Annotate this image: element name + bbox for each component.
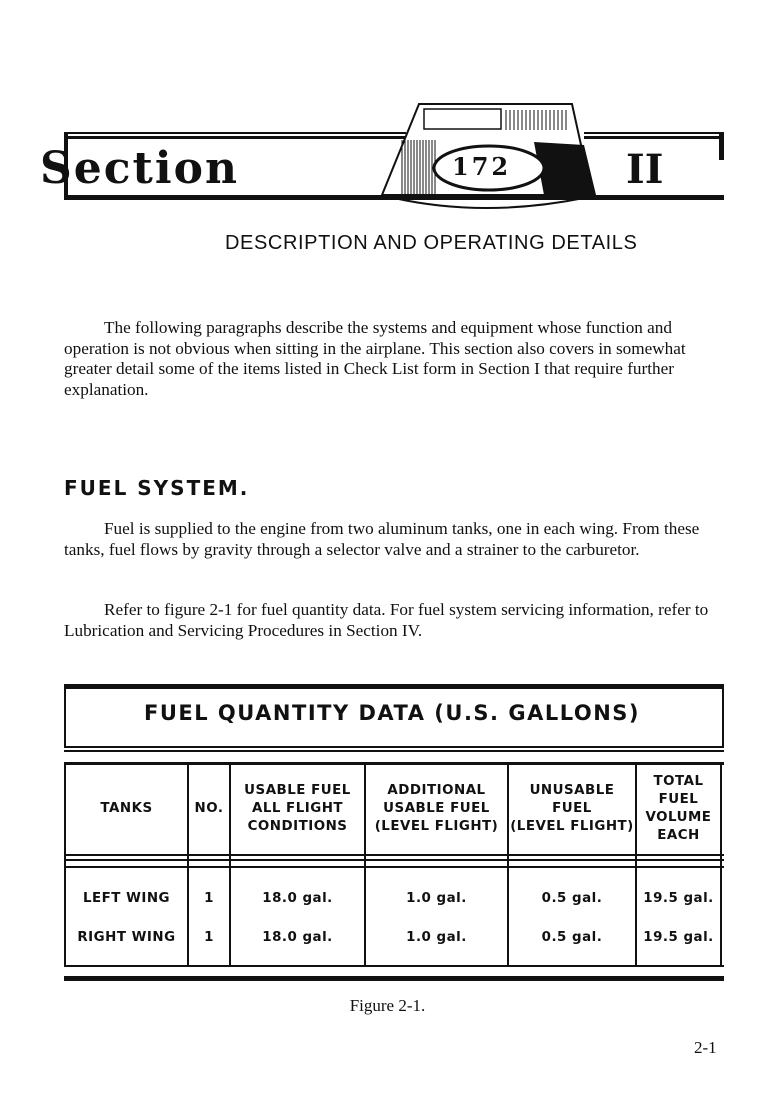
divider xyxy=(64,854,724,856)
table-title: FUEL QUANTITY DATA (U.S. GALLONS) xyxy=(143,701,640,725)
fuel-paragraph-block-1 xyxy=(64,519,729,560)
cell-no: 1 xyxy=(204,891,214,906)
header-usable-line: USABLE FUEL xyxy=(244,783,351,798)
header-usable xyxy=(231,782,364,836)
intro-paragraph-block xyxy=(64,318,729,400)
header-unusable-line: (LEVEL FLIGHT) xyxy=(510,819,634,834)
cell-tank: RIGHT WING xyxy=(77,930,176,945)
cell-usable: 18.0 gal. xyxy=(262,891,333,906)
header-total-line: FUEL xyxy=(658,792,699,807)
cell-tank: LEFT WING xyxy=(82,891,171,906)
header-additional-line: (LEVEL FLIGHT) xyxy=(374,819,499,834)
header-tanks: TANKS xyxy=(100,801,153,816)
header-additional xyxy=(366,782,507,836)
cell-total: 19.5 gal. xyxy=(643,930,714,945)
intro-paragraph: The following paragraphs describe the systems and equipment whose function and operation is not obvious when sitting in the airplane. This section also covers in somewhat greater detail some of the items listed in Check List form in Section I that require further explanation. xyxy=(64,318,686,399)
cell-total: 19.5 gal. xyxy=(643,891,714,906)
cell-usable: 18.0 gal. xyxy=(262,930,333,945)
divider xyxy=(64,746,724,748)
header-usable-line: ALL FLIGHT xyxy=(251,801,344,816)
cell-no: 1 xyxy=(204,930,214,945)
column-divider xyxy=(720,762,722,967)
fuel-paragraph-1: Fuel is supplied to the engine from two aluminum tanks, one in each wing. From these tanks, fuel flows by gravity through a selector valve and a strainer to the carburetor. xyxy=(64,519,700,559)
header-unusable-line: FUEL xyxy=(552,801,592,816)
header-total xyxy=(637,773,720,845)
fuel-paragraph-2: Refer to figure 2-1 for fuel quantity data. For fuel system servicing information, refer to Lubrication and Servicing Procedures in Section IV. xyxy=(64,600,709,640)
section-number: II xyxy=(626,146,664,193)
header-additional-line: USABLE FUEL xyxy=(383,801,490,816)
section-word: Section xyxy=(40,143,239,194)
divider xyxy=(64,762,724,765)
cell-unusable: 0.5 gal. xyxy=(541,930,603,945)
header-total-line: EACH xyxy=(657,828,700,843)
header-unusable-line: UNUSABLE xyxy=(529,783,615,798)
figure-caption: Figure 2-1. xyxy=(349,996,426,1015)
page-number: 2-1 xyxy=(694,1038,717,1057)
header-total-line: VOLUME xyxy=(645,810,712,825)
model-badge-number: 172 xyxy=(452,152,512,181)
divider xyxy=(64,976,724,981)
divider xyxy=(64,859,724,861)
fuel-system-heading: FUEL SYSTEM. xyxy=(64,476,250,500)
header-no: NO. xyxy=(194,801,224,816)
fuel-paragraph-block-2 xyxy=(64,600,729,641)
divider xyxy=(64,866,724,868)
header-total-line: TOTAL xyxy=(653,774,704,789)
page-subtitle: DESCRIPTION AND OPERATING DETAILS xyxy=(225,232,638,254)
cell-additional: 1.0 gal. xyxy=(406,891,467,906)
header-additional-line: ADDITIONAL xyxy=(387,783,486,798)
header-usable-line: CONDITIONS xyxy=(247,819,348,834)
divider xyxy=(64,750,724,752)
cell-additional: 1.0 gal. xyxy=(406,930,467,945)
header-unusable xyxy=(509,782,635,836)
divider xyxy=(64,965,724,967)
cell-unusable: 0.5 gal. xyxy=(541,891,603,906)
